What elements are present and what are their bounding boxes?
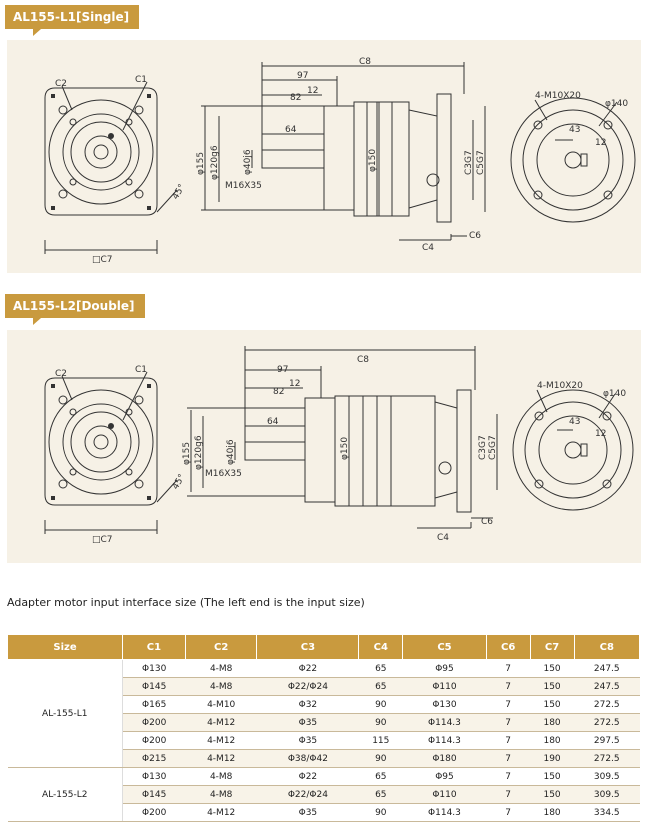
- label-d150: φ150: [368, 148, 378, 172]
- size-cell: AL-155-L1: [8, 660, 123, 768]
- table-header-cell: C1: [123, 635, 186, 660]
- table-cell: Φ130: [403, 696, 486, 714]
- table-caption: Adapter motor input interface size (The left end is the input size): [7, 596, 365, 609]
- table-cell: 4-M8: [185, 678, 257, 696]
- label-82: 82: [290, 93, 302, 103]
- table-cell: 4-M12: [185, 804, 257, 822]
- label-97: 97: [277, 365, 289, 375]
- table-cell: 150: [530, 768, 574, 786]
- table-cell: Φ114.3: [403, 714, 486, 732]
- label-d155: φ155: [196, 151, 206, 175]
- table-cell: 7: [486, 786, 530, 804]
- label-angle: 45°: [170, 472, 188, 492]
- table-cell: 150: [530, 678, 574, 696]
- table-cell: Φ35: [257, 732, 359, 750]
- table-cell: Φ32: [257, 696, 359, 714]
- table-cell: 115: [359, 732, 403, 750]
- section-title-single: AL155-L1[Single]: [5, 5, 139, 29]
- label-m10: 4-M10X20: [537, 381, 583, 391]
- label-d140: φ140: [603, 389, 627, 399]
- label-m16: M16X35: [225, 181, 262, 191]
- table-cell: 309.5: [574, 768, 639, 786]
- table-cell: 65: [359, 786, 403, 804]
- table-cell: 7: [486, 804, 530, 822]
- table-cell: 297.5: [574, 732, 639, 750]
- table-cell: Φ145: [123, 786, 186, 804]
- drawing-panel-double: [7, 330, 641, 563]
- label-d155: φ155: [182, 441, 192, 465]
- table-cell: Φ22: [257, 660, 359, 678]
- table-header-cell: C6: [486, 635, 530, 660]
- label-12b: 12: [595, 138, 607, 148]
- label-c1: C1: [135, 365, 148, 375]
- table-cell: 4-M12: [185, 714, 257, 732]
- label-12b: 12: [595, 429, 607, 439]
- table-cell: Φ22/Φ24: [257, 786, 359, 804]
- table-cell: 7: [486, 750, 530, 768]
- table-cell: 4-M12: [185, 750, 257, 768]
- table-header-cell: C4: [359, 635, 403, 660]
- size-cell: AL-155-L2: [8, 768, 123, 822]
- label-43: 43: [569, 125, 581, 135]
- table-cell: Φ215: [123, 750, 186, 768]
- label-c5: C5G7: [488, 435, 498, 460]
- table-cell: Φ95: [403, 768, 486, 786]
- table-cell: Φ38/Φ42: [257, 750, 359, 768]
- label-c6: C6: [481, 517, 494, 527]
- table-cell: 90: [359, 804, 403, 822]
- label-c7: □C7: [92, 255, 113, 265]
- table-cell: 4-M8: [185, 786, 257, 804]
- table-cell: 65: [359, 660, 403, 678]
- label-c2: C2: [55, 79, 68, 89]
- label-12: 12: [289, 379, 301, 389]
- label-12: 12: [307, 86, 319, 96]
- table-cell: 7: [486, 714, 530, 732]
- table-cell: Φ114.3: [403, 732, 486, 750]
- table-cell: 7: [486, 768, 530, 786]
- table-cell: 65: [359, 678, 403, 696]
- table-cell: Φ95: [403, 660, 486, 678]
- table-header-cell: C2: [185, 635, 257, 660]
- table-cell: 309.5: [574, 786, 639, 804]
- label-82: 82: [273, 387, 285, 397]
- label-64: 64: [267, 417, 279, 427]
- table-row: [8, 768, 640, 786]
- label-c7: □C7: [92, 535, 113, 545]
- label-c8: C8: [359, 57, 372, 67]
- label-c3: C3G7: [478, 435, 488, 460]
- table-cell: 272.5: [574, 714, 639, 732]
- table-cell: 190: [530, 750, 574, 768]
- technical-drawing-single: [7, 40, 641, 273]
- table-cell: 180: [530, 732, 574, 750]
- table-cell: 150: [530, 660, 574, 678]
- label-43: 43: [569, 417, 581, 427]
- table-cell: 180: [530, 804, 574, 822]
- label-m16: M16X35: [205, 469, 242, 479]
- section-title-double: AL155-L2[Double]: [5, 294, 145, 318]
- label-d40: φ40j6: [226, 439, 236, 465]
- label-c6: C6: [469, 231, 482, 241]
- table-cell: Φ35: [257, 714, 359, 732]
- table-header-cell: C7: [530, 635, 574, 660]
- table-cell: 7: [486, 678, 530, 696]
- table-cell: 272.5: [574, 696, 639, 714]
- label-64: 64: [285, 125, 297, 135]
- label-angle: 45°: [170, 182, 188, 202]
- dimension-table: [7, 634, 640, 822]
- table-cell: 65: [359, 768, 403, 786]
- table-cell: 180: [530, 714, 574, 732]
- label-d120: φ120g6: [210, 145, 220, 180]
- label-c5: C5G7: [476, 150, 486, 175]
- table-header-cell: C3: [257, 635, 359, 660]
- drawing-panel-single: [7, 40, 641, 273]
- table-row: [8, 660, 640, 678]
- table-cell: 150: [530, 786, 574, 804]
- table-cell: 4-M8: [185, 768, 257, 786]
- label-c1: C1: [135, 75, 148, 85]
- table-cell: 334.5: [574, 804, 639, 822]
- table-cell: Φ110: [403, 678, 486, 696]
- table-cell: 4-M12: [185, 732, 257, 750]
- table-cell: Φ114.3: [403, 804, 486, 822]
- table-cell: Φ130: [123, 768, 186, 786]
- label-c2: C2: [55, 369, 68, 379]
- table-cell: Φ165: [123, 696, 186, 714]
- technical-drawing-double: [7, 330, 641, 563]
- table-cell: 7: [486, 732, 530, 750]
- table-cell: 7: [486, 660, 530, 678]
- table-cell: 247.5: [574, 678, 639, 696]
- table-cell: 150: [530, 696, 574, 714]
- table-cell: Φ200: [123, 732, 186, 750]
- table-header-cell: C5: [403, 635, 486, 660]
- table-cell: Φ22/Φ24: [257, 678, 359, 696]
- table-cell: Φ200: [123, 804, 186, 822]
- table-cell: Φ200: [123, 714, 186, 732]
- table-cell: Φ35: [257, 804, 359, 822]
- table-header-row: [8, 635, 640, 660]
- table-cell: 272.5: [574, 750, 639, 768]
- label-c4: C4: [437, 533, 450, 543]
- label-c8: C8: [357, 355, 370, 365]
- table-header-cell: Size: [8, 635, 123, 660]
- label-d150: φ150: [340, 436, 350, 460]
- label-d120: φ120g6: [194, 435, 204, 470]
- table-cell: Φ110: [403, 786, 486, 804]
- table-cell: Φ130: [123, 660, 186, 678]
- table-cell: Φ145: [123, 678, 186, 696]
- label-d40: φ40j6: [243, 149, 253, 175]
- table-cell: Φ180: [403, 750, 486, 768]
- label-c4: C4: [422, 243, 435, 253]
- label-d140: φ140: [605, 99, 629, 109]
- label-97: 97: [297, 71, 309, 81]
- table-cell: 90: [359, 696, 403, 714]
- label-c3: C3G7: [464, 150, 474, 175]
- table-header-cell: C8: [574, 635, 639, 660]
- table-cell: Φ22: [257, 768, 359, 786]
- table-cell: 4-M10: [185, 696, 257, 714]
- label-m10: 4-M10X20: [535, 91, 581, 101]
- table-cell: 247.5: [574, 660, 639, 678]
- table-cell: 4-M8: [185, 660, 257, 678]
- table-cell: 7: [486, 696, 530, 714]
- table-cell: 90: [359, 714, 403, 732]
- table-cell: 90: [359, 750, 403, 768]
